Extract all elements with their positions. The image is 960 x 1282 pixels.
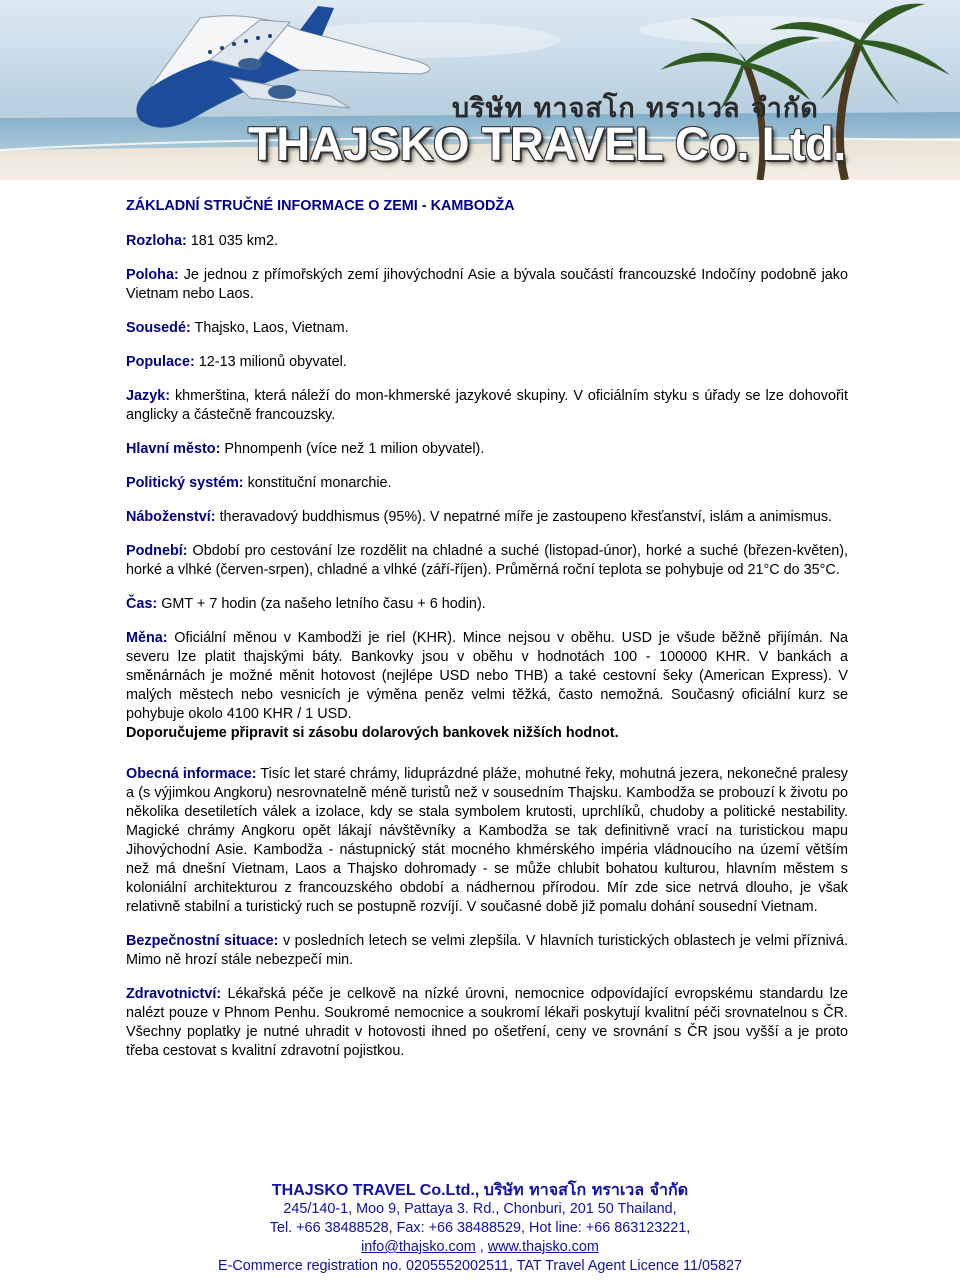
section-capital <box>126 440 848 459</box>
religion-text: theravadový buddhismus (95%). V nepatrné míře je zastoupeno křesťanství, islám a animismus. <box>219 509 833 525</box>
area-label: Rozloha: <box>126 233 187 249</box>
footer-separator: , <box>475 1239 488 1255</box>
footer-company-thai: บริษัท ทาจสโก ทราเวล จำกัด <box>483 1180 689 1199</box>
healthcare-text: Lékařská péče je celkově na nízké úrovni, nemocnice odpovídající evropskému standardu lze nalézt pouze v Phnom Penhu. Soukromé nemocnice a soukromí lékaři poskytují kvalitní péči srovnatelnou s ČR. Všechny poplatky je nutné uhradit v hotovosti ihned po ošetření, ceny ve srovnání s ČR jsou vyšší a je proto třeba cestovat s kvalitní zdravotní pojistkou. <box>126 986 848 1059</box>
capital-text: Phnompenh (více než 1 milion obyvatel). <box>224 441 485 457</box>
currency-label: Měna: <box>126 630 168 646</box>
population-label: Populace: <box>126 354 195 370</box>
footer-web-link[interactable]: www.thajsko.com <box>487 1239 599 1255</box>
location-text: Je jednou z přímořských zemí jihovýchodní Asie a bývala součástí francouzské Indočíny podobně jako Vietnam nebo Laos. <box>126 267 849 302</box>
area-value: 181 035 km2. <box>190 233 278 249</box>
safety-label: Bezpečnostní situace: <box>126 933 279 949</box>
section-language <box>126 387 848 425</box>
section-safety <box>126 932 848 970</box>
section-time <box>126 595 848 614</box>
section-area <box>126 232 848 251</box>
general-info-label: Obecná informace: <box>126 766 257 782</box>
section-location <box>126 266 848 304</box>
footer-company-name: THAJSKO TRAVEL Co.Ltd., <box>271 1182 480 1199</box>
climate-text: Období pro cestování lze rozdělit na chladné a suché (listopad-únor), horké a suché (březen-květen), horké a vlhké (červen-srpen), chladné a vlhké (září-říjen). Průměrná roční teplota se pohybuje od 21°C do 35°C. <box>126 543 849 578</box>
brand-thai-name: บริษัท ทาจสโก ทราเวล จำกัด <box>452 93 819 124</box>
safety-text: v posledních letech se velmi zlepšila. V hlavních turistických oblastech je velmi příznivá. Mimo ně hrozí stále nebezpečí min. <box>126 933 848 968</box>
general-info-text: Tisíc let staré chrámy, liduprázdné pláže, mohutné řeky, mohutná jezera, nekonečné pralesy a (s výjimkou Angkoru) nesrovnatelně méně turistů než v sousedním Thajsku. Kambodža se probouzí k životu po několika desetiletích válek a izolace, kdy se stala symbolem krutosti, uprchlíků, chudoby a politické nestability. Magické chrámy Angkoru opět lákají návštěvníky a Kambodža se tak definitivně vrací na turistickou mapu Jihovýchodní Asie. Kambodža - nástupnický stát mocného khmérského impéria vládnoucího na území větším než má dnešní Vietnam, Laos a Thajsko dohromady - se může chlubit bohatou kulturou, hlavním městem s koloniální architekturou z francouzského období a nádhernou přírodou. Mír zde sice netrvá dlouho, je však relativně stabilní a turistický ruch se postupně rozvíjí. V současné době již pomalu dohání sousední Vietnam. <box>126 766 848 915</box>
section-population <box>126 353 848 372</box>
section-religion <box>126 508 848 527</box>
neighbours-text: Thajsko, Laos, Vietnam. <box>194 320 349 336</box>
country-info-document <box>126 197 848 1076</box>
brand-logo-text: THAJSKO TRAVEL Co. Ltd. <box>248 117 846 170</box>
footer-contacts <box>0 1238 960 1257</box>
political-system-text: konstituční monarchie. <box>247 475 392 491</box>
currency-recommendation: Doporučujeme připravit si zásobu dolarových bankovek nižších hodnot. <box>126 725 619 741</box>
political-system-label: Politický systém: <box>126 475 244 491</box>
language-text: khmerština, která náleží do mon-khmerské jazykové skupiny. V oficiálním styku s úřady se lze dohovořit anglicky a částečně francouzsky. <box>126 388 848 423</box>
footer-address: 245/140-1, Moo 9, Pattaya 3. Rd., Chonburi, 201 50 Thailand, <box>283 1201 677 1217</box>
document-title: ZÁKLADNÍ STRUČNÉ INFORMACE O ZEMI - KAMBODŽA <box>126 198 515 214</box>
location-label: Poloha: <box>126 267 179 283</box>
section-political-system <box>126 474 848 493</box>
footer-email-link[interactable]: info@thajsko.com <box>361 1239 476 1255</box>
footer-phones: Tel. +66 38488528, Fax: +66 38488529, Hot line: +66 863123221, <box>269 1220 691 1236</box>
header-banner <box>0 0 960 180</box>
footer-company-line <box>0 1180 960 1200</box>
climate-label: Podnebí: <box>126 543 188 559</box>
neighbours-label: Sousedé: <box>126 320 191 336</box>
section-climate <box>126 542 848 580</box>
time-label: Čas: <box>126 596 158 612</box>
population-text: 12-13 milionů obyvatel. <box>198 354 347 370</box>
capital-label: Hlavní město: <box>126 441 221 457</box>
language-label: Jazyk: <box>126 388 171 404</box>
religion-label: Náboženství: <box>126 509 216 525</box>
company-footer <box>0 1180 960 1276</box>
section-healthcare <box>126 985 848 1061</box>
section-neighbours <box>126 319 848 338</box>
footer-registration: E-Commerce registration no. 0205552002511, TAT Travel Agent Licence 11/05827 <box>218 1258 742 1274</box>
section-currency <box>126 629 848 743</box>
currency-text: Oficiální měnou v Kambodži je riel (KHR). Mince nejsou v oběhu. USD je všude běžně přijímán. Na severu lze platit thajskými báty. Bankovky jsou v oběhu v hodnotách 100 - 100000 KHR. V bankách a směnárnách je možné měnit hotovost (nejlépe USD nebo THB) a také cestovní šeky (American Express). V malých městech nebo vesnicích je výměna peněz velmi těžká, často nemožná. Současný oficiální kurz se pohybuje okolo 4100 KHR / 1 USD. <box>126 630 848 722</box>
section-general-info <box>126 765 848 917</box>
healthcare-label: Zdravotnictví: <box>126 986 222 1002</box>
time-text: GMT + 7 hodin (za našeho letního času + 6 hodin). <box>161 596 486 612</box>
